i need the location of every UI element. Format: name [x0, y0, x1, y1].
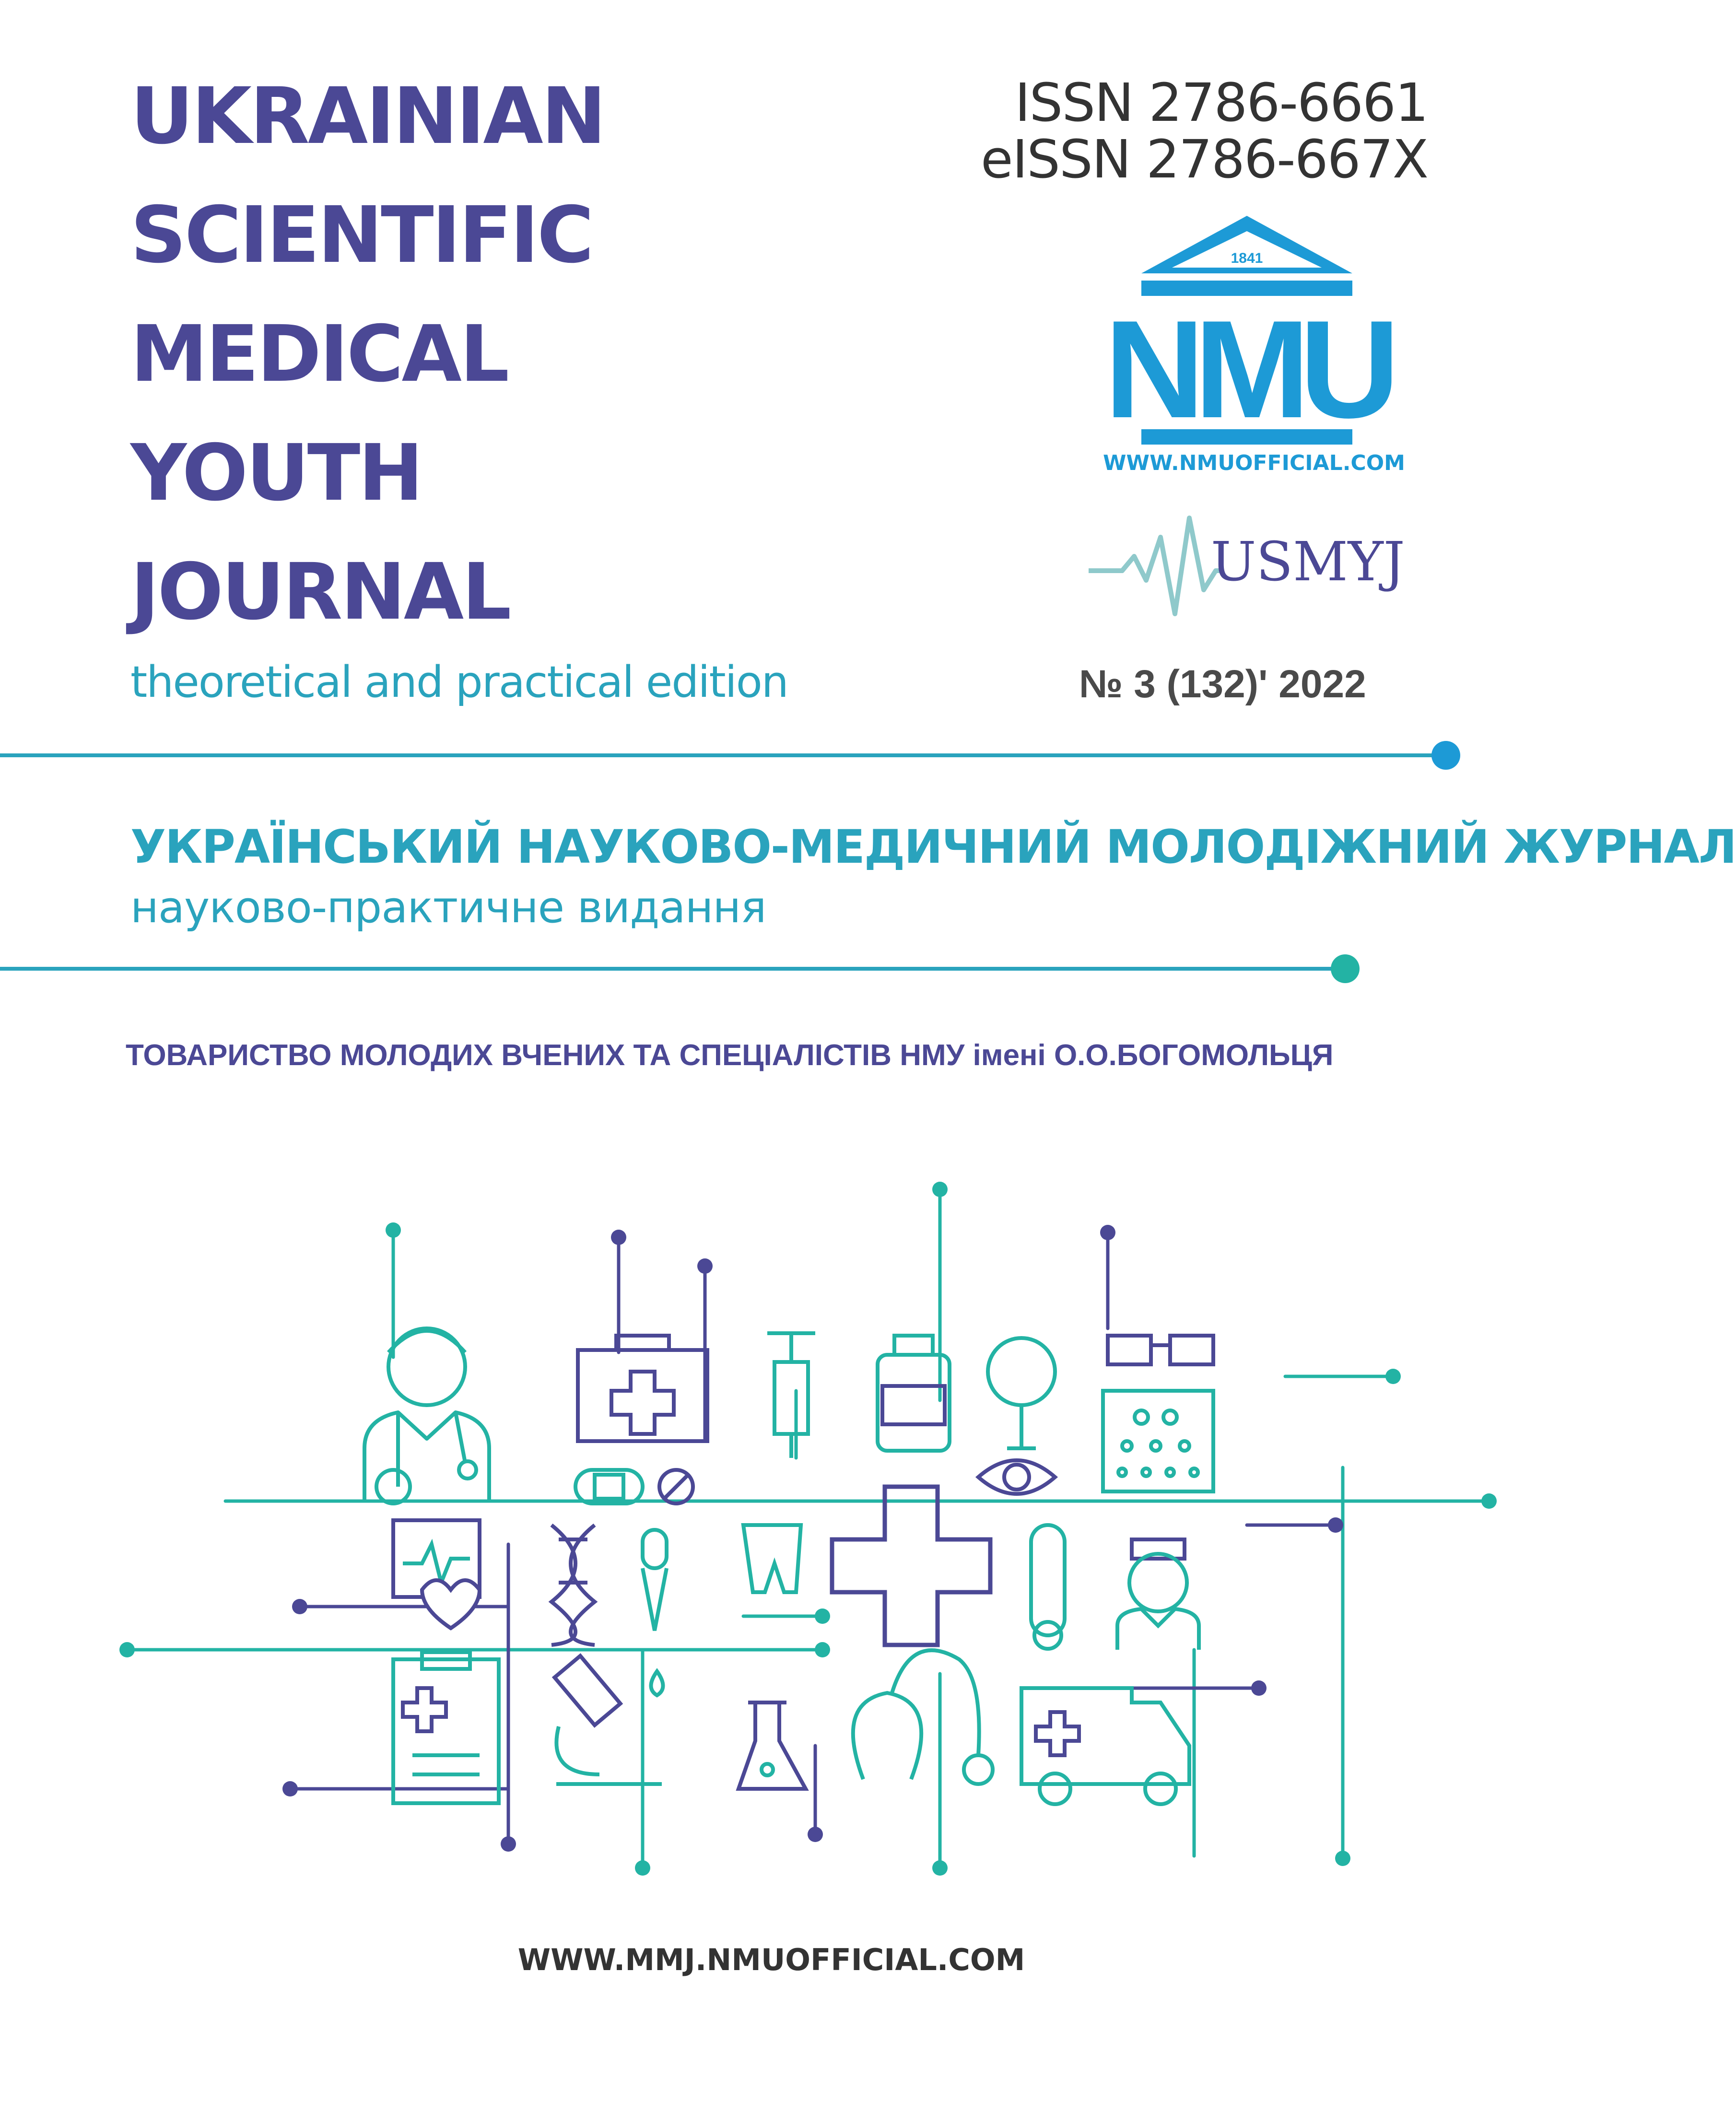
issue-number: № 3 (132)' 2022 [1079, 662, 1366, 706]
syringe-icon [767, 1333, 815, 1458]
usmyj-logo-text: USMYJ [1211, 531, 1405, 593]
pill-icon [659, 1470, 693, 1503]
dropper-icon [643, 1530, 667, 1695]
tooth-icon [743, 1525, 801, 1592]
magnifier-icon [988, 1338, 1055, 1448]
nmu-logo-letters: NMU [1104, 292, 1390, 447]
nurse-icon [1117, 1539, 1199, 1650]
footer-website: WWW.MMJ.NMUOFFICIAL.COM [517, 1942, 1025, 1977]
thermometer-icon [1031, 1525, 1065, 1649]
nmu-logo-year: 1841 [1231, 250, 1263, 266]
heart-monitor-icon [393, 1520, 480, 1628]
issn: ISSN 2786-6661 [1015, 72, 1428, 133]
eissn: eISSN 2786-667X [981, 129, 1428, 190]
title-line-1: UKRAINIAN [130, 71, 605, 162]
divider-top [0, 741, 1467, 775]
title-line-4: YOUTH [130, 428, 422, 518]
medical-cross-icon [832, 1487, 990, 1645]
title-line-3: MEDICAL [130, 309, 508, 399]
edition-subtitle: theoretical and practical edition [130, 657, 788, 707]
society-name: ТОВАРИСТВО МОЛОДИХ ВЧЕНИХ ТА СПЕЦІАЛІСТІВ НМУ імені О.О.БОГОМОЛЬЦЯ [126, 1039, 1334, 1072]
bandage-icon [575, 1470, 643, 1503]
nmu-url: WWW.NMUOFFICIAL.COM [1103, 451, 1405, 475]
doctor-icon [364, 1328, 489, 1503]
usmyj-logo [1089, 508, 1405, 619]
ambulance-icon [1021, 1688, 1189, 1804]
stethoscope-icon [853, 1650, 993, 1784]
title-line-2: SCIENTIFIC [130, 190, 592, 281]
nmu-logo [1104, 211, 1390, 451]
clipboard-icon [393, 1652, 499, 1803]
flask-icon [739, 1702, 806, 1789]
title-line-5: JOURNAL [130, 547, 510, 637]
ukrainian-subtitle: науково-практичне видання [130, 882, 766, 933]
microscope-icon [554, 1656, 662, 1784]
medical-illustration [0, 1151, 1543, 1918]
eye-chart-icon [1103, 1391, 1213, 1491]
divider-middle [0, 954, 1372, 988]
eye-icon [978, 1460, 1055, 1494]
first-aid-kit-icon [578, 1336, 707, 1441]
dna-icon [551, 1525, 595, 1645]
glasses-icon [1108, 1336, 1213, 1364]
ukrainian-title: УКРАЇНСЬКИЙ НАУКОВО-МЕДИЧНИЙ МОЛОДІЖНИЙ ЖУРНАЛ [130, 820, 1736, 874]
